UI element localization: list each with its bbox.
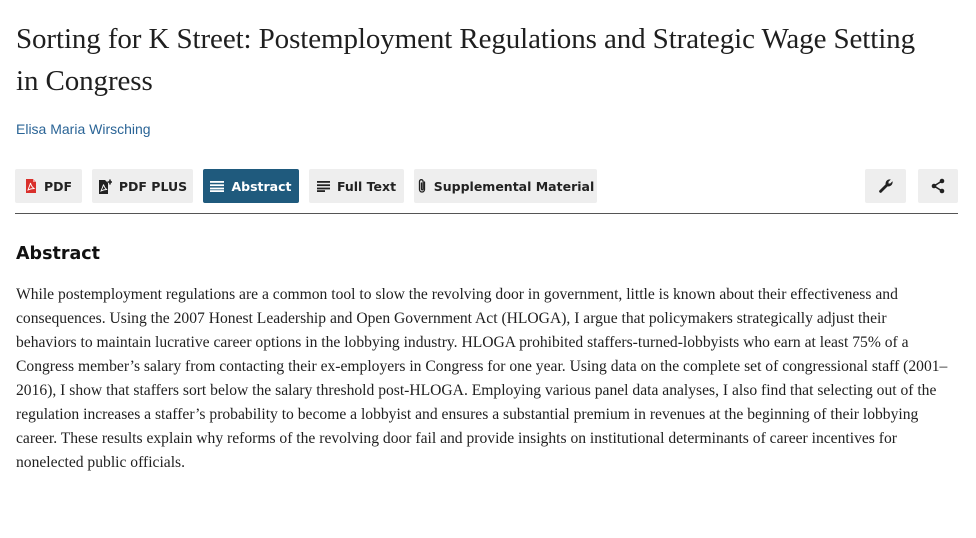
article-title: Sorting for K Street: Postemployment Regulations and Strategic Wage Setting in Congress — [16, 23, 915, 97]
share-icon — [930, 178, 946, 194]
abstract-heading: Abstract — [16, 244, 101, 264]
share-button[interactable] — [918, 169, 958, 203]
pdf-icon — [25, 179, 37, 193]
author-link[interactable]: Elisa Maria Wirsching — [16, 121, 151, 137]
full-text-tab-label: Full Text — [336, 178, 397, 194]
pdf-plus-button[interactable] — [92, 169, 193, 203]
pdf-label: PDF — [43, 178, 73, 194]
article-toolbar — [15, 169, 958, 203]
pdf-plus-label: PDF PLUS — [118, 178, 188, 194]
tab-abstract[interactable] — [203, 169, 299, 203]
tab-full-text[interactable] — [309, 169, 404, 203]
supplemental-material-button[interactable] — [414, 169, 597, 203]
toolbar-divider — [15, 213, 958, 214]
paperclip-icon — [417, 178, 427, 194]
pdf-button[interactable] — [15, 169, 82, 203]
pdf-plus-icon — [98, 179, 112, 194]
abstract-tab-label: Abstract — [231, 178, 292, 194]
tools-button[interactable] — [865, 169, 906, 203]
wrench-icon — [877, 177, 895, 195]
full-text-icon — [317, 180, 330, 192]
supplemental-label: Supplemental Material — [433, 178, 595, 194]
abstract-body: While postemployment regulations are a common tool to slow the revolving door in government, little is known about their effectiveness and consequences. Using the 2007 Honest Leadership and Open Government Act (HLOGA), I argue that policymakers strategically adjust their behaviors to maintain lucrative career options in the lobbying industry. HLOGA prohibited staffers-turned-lobbyists who earn at least 75% of a Congress member’s salary from contacting their ex-employers in Congress for one year. Using data on the complete set of congressional staff (2001–2016), I show that staffers sort below the salary threshold post-HLOGA. Employing various panel data analyses, I also find that selecting out of the regulation increases a staffer’s probability to become a lobbyist and ensures a substantial premium in revenues at the beginning of their lobbying career. These results explain why reforms of the revolving door fail and provide insights on institutional determinants of career incentives for nonelected public officials. — [16, 286, 948, 471]
list-icon — [210, 180, 224, 192]
